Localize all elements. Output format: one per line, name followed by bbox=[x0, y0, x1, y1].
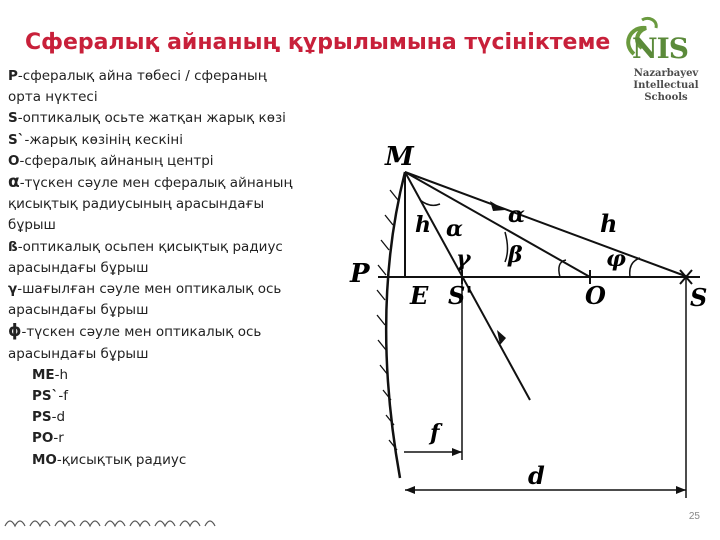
logo-line3: Schools bbox=[644, 92, 688, 103]
legend-row: бұрыш bbox=[8, 217, 56, 234]
pair-row: PO-r bbox=[32, 430, 64, 447]
legend-row: арасындағы бұрыш bbox=[8, 259, 149, 276]
arrowhead bbox=[452, 448, 462, 456]
legend-row: арасындағы бұрыш bbox=[8, 302, 149, 319]
legend-row: O-сфералық айнаның центрі bbox=[8, 152, 214, 169]
legend-row: α-түскен сәуле мен сфералық айнаның bbox=[8, 172, 293, 193]
angle-arc bbox=[630, 258, 640, 277]
pair-row: PS-d bbox=[32, 409, 66, 426]
pair-row: PS`-f bbox=[32, 388, 68, 405]
label-alpha-lower: α bbox=[446, 216, 463, 242]
label-gamma: γ bbox=[456, 246, 471, 272]
label-f: f bbox=[430, 420, 440, 446]
arrowhead bbox=[405, 486, 415, 494]
pair-row: MO-қисықтық радиус bbox=[32, 451, 187, 468]
pair-row: ME-h bbox=[32, 366, 69, 383]
logo-brand: NIS bbox=[632, 32, 688, 65]
label-h-left: h bbox=[415, 212, 431, 238]
legend-row: γ-шағылған сәуле мен оптикалық ось bbox=[8, 281, 282, 298]
label-o: O bbox=[585, 281, 606, 310]
ornament-pattern-icon bbox=[0, 510, 230, 532]
label-h-right: h bbox=[600, 209, 618, 238]
mirror-hatching bbox=[377, 190, 398, 450]
arrowhead bbox=[490, 201, 505, 211]
label-alpha-upper: α bbox=[508, 202, 525, 228]
page-number: 25 bbox=[688, 511, 700, 522]
mirror-arc bbox=[386, 172, 405, 478]
label-m: M bbox=[385, 142, 414, 172]
legend-row: ß-оптикалық осьпен қисықтық радиус bbox=[8, 238, 283, 255]
legend bbox=[8, 66, 358, 471]
label-beta: β bbox=[508, 242, 523, 268]
legend-row: арасындағы бұрыш bbox=[8, 345, 149, 362]
page-title: Сфералық айнаның құрылымына түсініктеме bbox=[25, 30, 611, 55]
label-e: E bbox=[410, 281, 429, 310]
nis-logo bbox=[612, 14, 712, 114]
label-p: P bbox=[350, 259, 370, 289]
arrowhead bbox=[676, 486, 686, 494]
label-s: S bbox=[690, 283, 708, 312]
mirror-diagram bbox=[340, 110, 715, 510]
label-s-prime: S' bbox=[448, 281, 473, 310]
legend-row: P-сфералық айна төбесі / сфераның bbox=[8, 68, 267, 84]
logo-line2: Intellectual bbox=[633, 80, 699, 91]
legend-row: орта нүктесі bbox=[8, 89, 98, 106]
legend-row: қисықтық радиусының арасындағы bbox=[8, 196, 265, 213]
label-d: d bbox=[528, 461, 545, 490]
label-phi: φ bbox=[606, 246, 626, 272]
logo-line1: Nazarbayev bbox=[633, 68, 699, 79]
legend-row: S`-жарық көзінің кескіні bbox=[8, 131, 183, 148]
legend-row: ϕ-түскен сәуле мен оптикалық ось bbox=[8, 321, 262, 342]
legend-row: S-оптикалық осьте жатқан жарық көзі bbox=[8, 110, 286, 127]
